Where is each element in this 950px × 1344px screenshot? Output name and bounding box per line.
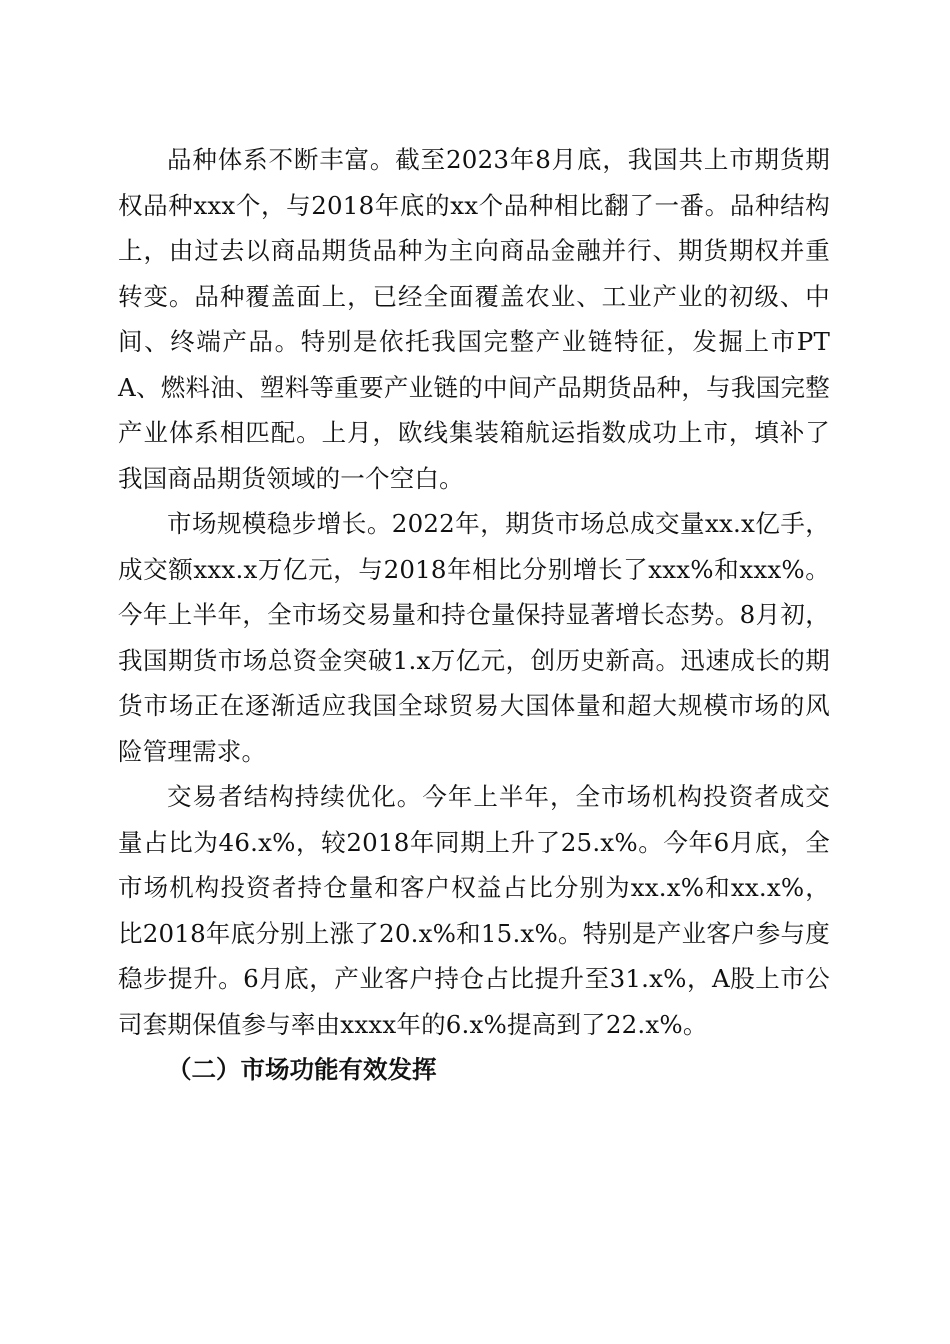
paragraph-trader-structure: 交易者结构持续优化。今年上半年，全市场机构投资者成交量占比为46.x%，较2018年同期上升了25.x%。今年6月底，全市场机构投资者持仓量和客户权益占比分别为xx.x%和xx.x%，比2018年底分别上涨了20.x%和15.x%。特别是产业客户参与度稳步提升。6月底，产业客户持仓占比提升至31.x%，A股上市公司套期保值参与率由xxxx年的6.x%提高到了22.x%。 [118, 782, 830, 1039]
document-body [118, 137, 830, 1093]
section-heading: （二）市场功能有效发挥 [167, 1055, 437, 1084]
paragraph-market-scale: 市场规模稳步增长。2022年，期货市场总成交量xx.x亿手，成交额xxx.x万亿元，与2018年相比分别增长了xxx%和xxx%。今年上半年，全市场交易量和持仓量保持显著增长态势。8月初，我国期货市场总资金突破1.x万亿元，创历史新高。迅速成长的期货市场正在逐渐适应我国全球贸易大国体量和超大规模市场的风险管理需求。 [118, 509, 830, 766]
paragraph-variety-system: 品种体系不断丰富。截至2023年8月底，我国共上市期货期权品种xxx个，与2018年底的xx个品种相比翻了一番。品种结构上，由过去以商品期货品种为主向商品金融并行、期货期权并重转变。品种覆盖面上，已经全面覆盖农业、工业产业的初级、中间、终端产品。特别是依托我国完整产业链特征，发掘上市PTA、燃料油、塑料等重要产业链的中间产品期货品种，与我国完整产业体系相匹配。上月，欧线集装箱航运指数成功上市，填补了我国商品期货领域的一个空白。 [118, 145, 830, 493]
